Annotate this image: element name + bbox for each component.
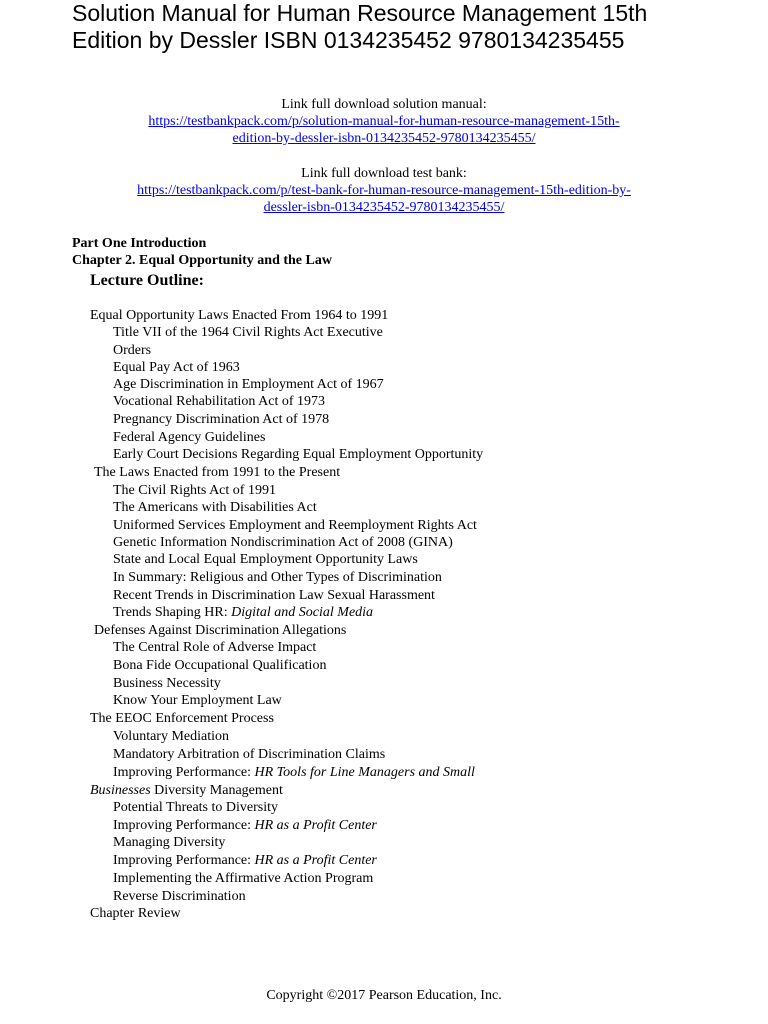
outline-item: [113, 852, 377, 869]
solution-link-block: [72, 96, 696, 147]
item-italic-text: HR as a Profit Center: [254, 853, 377, 868]
outline-item: Mandatory Arbitration of Discrimination Claims: [113, 747, 386, 762]
title-line-1: Solution Manual for Human Resource Management 15th: [72, 0, 648, 26]
testbank-link-label: Link full download test bank:: [301, 166, 467, 181]
outline-item: Vocational Rehabilitation Act of 1973: [113, 394, 326, 409]
item-text: Improving Performance:: [113, 818, 255, 833]
outline-item: Equal Pay Act of 1963: [113, 360, 240, 375]
solution-link-label: Link full download solution manual:: [281, 97, 487, 112]
copyright-footer: Copyright ©2017 Pearson Education, Inc.: [266, 988, 502, 1003]
outline-item: [113, 817, 377, 834]
outline-item: The Central Role of Adverse Impact: [113, 640, 317, 655]
outline-item: Title VII of the 1964 Civil Rights Act Executive: [113, 325, 383, 340]
outline-item: Business Necessity: [113, 676, 221, 691]
outline-item: Genetic Information Nondiscrimination Act of 2008 (GINA): [113, 535, 453, 550]
outline-section: The EEOC Enforcement Process: [90, 711, 274, 726]
item-italic-text: HR Tools for Line Managers and Small: [254, 765, 475, 780]
outline-item: Reverse Discrimination: [113, 889, 246, 904]
outline-item: [113, 604, 373, 621]
outline-item: Age Discrimination in Employment Act of 1967: [113, 377, 384, 392]
item-italic-text: HR as a Profit Center: [254, 818, 377, 833]
item-text: Improving Performance:: [113, 853, 255, 868]
outline-item: Implementing the Affirmative Action Program: [113, 871, 374, 886]
outline-item: In Summary: Religious and Other Types of Discrimination: [113, 570, 442, 585]
section-text: Diversity Management: [150, 783, 283, 798]
outline-item: Voluntary Mediation: [113, 729, 230, 744]
outline-section: The Laws Enacted from 1991 to the Present: [94, 465, 341, 480]
outline-section: Chapter Review: [90, 906, 181, 921]
testbank-link-block: [72, 165, 696, 216]
outline-item: Potential Threats to Diversity: [113, 800, 278, 815]
outline-item: Know Your Employment Law: [113, 693, 282, 708]
lecture-outline-heading: Lecture Outline:: [90, 272, 204, 289]
outline-section: Equal Opportunity Laws Enacted From 1964 to 1991: [90, 308, 389, 323]
part-heading: Part One Introduction: [72, 236, 207, 251]
solution-link-url-2[interactable]: edition-by-dessler-isbn-0134235452-9780134235455/: [232, 131, 536, 146]
outline-item: [113, 764, 475, 781]
document-title: [72, 0, 752, 54]
outline-section: [90, 782, 283, 799]
chapter-heading: Chapter 2. Equal Opportunity and the Law: [72, 253, 332, 268]
testbank-link-url-1[interactable]: https://testbankpack.com/p/test-bank-for-human-resource-management-15th-edition-by-: [137, 183, 631, 198]
outline-item: Managing Diversity: [113, 835, 226, 850]
outline-item: Recent Trends in Discrimination Law Sexual Harassment: [113, 588, 435, 603]
outline-item: Uniformed Services Employment and Reemployment Rights Act: [113, 518, 477, 533]
outline-item: Orders: [113, 343, 152, 358]
testbank-link-url-2[interactable]: dessler-isbn-0134235452-9780134235455/: [263, 200, 505, 215]
item-italic-text: Businesses: [90, 783, 151, 798]
outline-item: Pregnancy Discrimination Act of 1978: [113, 412, 330, 427]
solution-link-url-1[interactable]: https://testbankpack.com/p/solution-manual-for-human-resource-management-15th-: [148, 114, 620, 129]
item-text: Improving Performance:: [113, 765, 255, 780]
outline-item: Early Court Decisions Regarding Equal Employment Opportunity: [113, 447, 484, 462]
outline-item: Federal Agency Guidelines: [113, 430, 266, 445]
outline-item: The Americans with Disabilities Act: [113, 500, 317, 515]
outline-item: The Civil Rights Act of 1991: [113, 483, 276, 498]
outline-section: Defenses Against Discrimination Allegations: [94, 623, 347, 638]
item-text: Trends Shaping HR:: [113, 605, 232, 620]
outline-item: State and Local Equal Employment Opportunity Laws: [113, 552, 418, 567]
outline-item: Bona Fide Occupational Qualification: [113, 658, 327, 673]
title-line-2: Edition by Dessler ISBN 0134235452 9780134235455: [72, 27, 625, 53]
item-italic-text: Digital and Social Media: [231, 605, 374, 620]
